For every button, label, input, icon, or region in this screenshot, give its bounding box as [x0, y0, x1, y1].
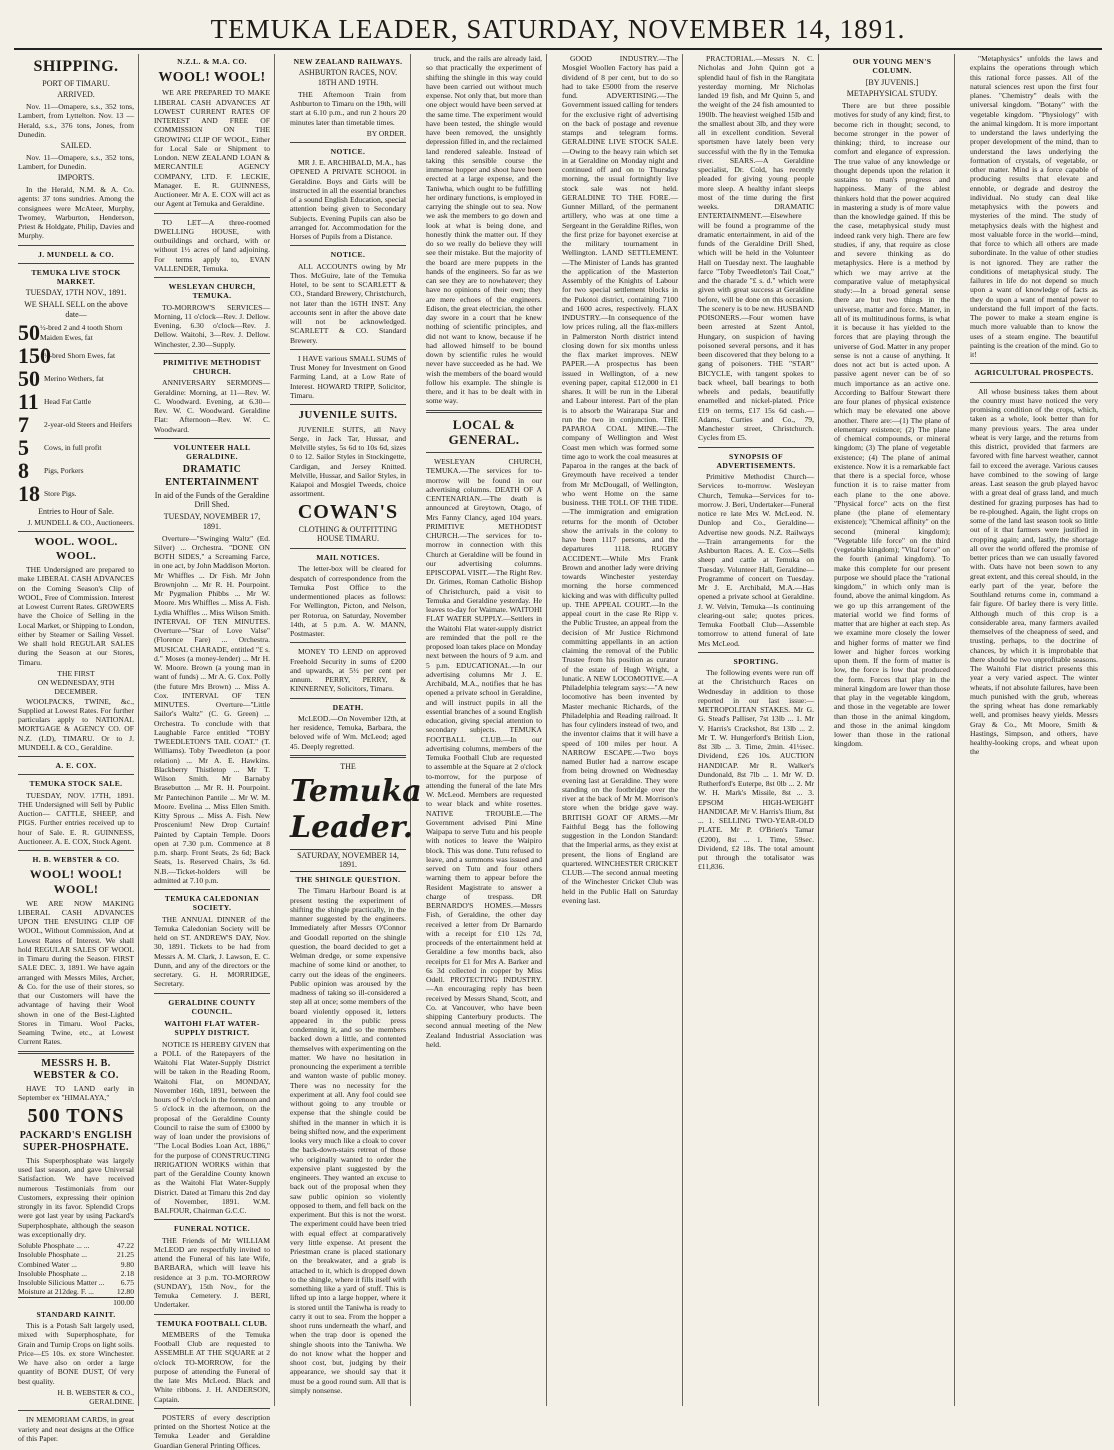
- webster-wool: WOOL! WOOL! WOOL!: [29, 867, 123, 897]
- imports-text: In the Herald, N.M. & A. Co. agents: 37 tons sundries. Among the consignees were McAteer, Murphy, Twomey, Warburton, Henderson, Priest & Holdgate, Philip, Davies and Murphy.: [18, 185, 134, 241]
- analysis-row: Insoluble Phosphate ... 21.25: [18, 1250, 134, 1260]
- title-the: THE: [340, 761, 356, 771]
- shingle-text: The Timaru Harbour Board is at present testing the experiment of shifting the shingle practically, in the manner suggested by the engineers. Immediately after Messrs O'Connor and Goodall reported on the shingle question, the board decided to get a Welman dredge, or some expensive machine of some kind or another, to carry out the ideas of the engineers. Public opinion was aroused by the madness of taking so ill-considered a step all at once; some members of the board violently opposed it, letters appeared in the public press condemning it, and so the members backed down a little, and contented themselves with experimenting on the matter. We have no hesitation in pronouncing the experiment a terrible and wanton waste of public money. There was no necessity for the experiment at all. Any fool could see without going to any trouble or expense that the shingle could be shifted in the manner in which it is being shifted now, and the experiment looks very much like a cloak to cover the back-down-stairs retreat of those who originally wanted to order the expensive plant suggested by the engineers. They wanted an excuse to back out of the proposal when they saw public opinion so violently opposed to them, and fell back on the experiment. But this is not the worst. The experiment could have been tried with equal effect at comparatively very little expense. At present the Priestman crane is placed stationary on the breakwater, and a grab is attached to it, which is dropped down to the shingle, where it fills itself with something like a yard of stuff. This is lifted up into a large hopper, where it is stored until the Taniwha is ready to carry it out to sea. From the hopper a shoot runs underneath the wharf, and when the trap door is opened the shingle shoots into the Taniwha. We do not know what the hopper and shoot cost, but, judging by their appearance, we should say that it must be a good round sum. All that is simply nonsense.: [290, 886, 406, 1395]
- column-7: [830, 54, 955, 1406]
- column-5: [558, 54, 683, 1406]
- column-1: [14, 54, 139, 1443]
- column-3: [286, 54, 422, 1406]
- races-text: THE Afternoon Train from Ashburton to Timaru on the 19th, will start at 6.10 p.m., and run 2 hours 20 minutes later than timetable times.: [290, 89, 406, 127]
- divider: [154, 1219, 270, 1220]
- wesleyan-text: TO-MORROW'S SERVICES— Morning, 11 o'clock—Rev. J. Dellow. Evening, 6.30 o'clock—Rev. J. Dellow. Waitohi, 3—Rev. J. Dellow. Winchester, 2.30—Supply.: [154, 302, 270, 349]
- agricultural-text: All whose business takes them about the country must have noticed the very promising condition of the crops, which, taken as a whole, look better than for many previous years. The area under wheat is very large, and the returns from this district, provided that farmers are favored with fine harvest weather, cannot fail to exceed the average. Various causes have combined to the sowing of large areas. Last season the grub played havoc with a great deal of grass land, and much destined for grazing purposes has had to be re-ploughed. Again, the light crops on some of the land last season took so little out of it that farmers were justified in cropping again; and, lastly, the shortage all over the world offered the promise of better prices than we can usually favored with. Oats have not been sown to any great extent, and this cereal should, in the early part of the year, before the Southland returns come in, command a fair figure. Of barley there is very little. Although much of this crop is a considerable area, many farmers availed themselves of the cheapness of seed, and trusting, perhaps, to the doctrine of chances, by which it is improbable that there should be two unprofitable seasons. The Waitohi Flat district presents this year a very varied aspect. The winter wheats, if not absolute failures, have been much punished with the grub, whereas the spring wheat has done remarkably well, and promises heavy yields. Messrs Gray & Co., Mt Moore, Smith & Hastings, Simpson, and others, have healthy-looking crops, and wheat upon the: [970, 386, 1098, 757]
- column-8: [966, 54, 1102, 1406]
- divider: [290, 349, 406, 350]
- primitive-heading: PRIMITIVE METHODIST CHURCH.: [162, 357, 262, 377]
- first-sale: THE FIRST: [57, 668, 95, 678]
- mundell-heading: J. MUNDELL & CO.: [38, 249, 114, 259]
- death-heading: DEATH.: [332, 702, 364, 712]
- divider: [290, 548, 406, 549]
- mundell-signature: J. MUNDELL & CO., Auctioneers.: [27, 518, 134, 528]
- analysis-table: [18, 1241, 134, 1307]
- juvenile-text: JUVENILE SUITS, all Navy Serge, in Jack Tar, Hussar, and Melville styles, 5s 6d to 10s 6d, sizes 0 to 12. Sailor Styles in Stockingette, Cardigan, and Jersey Knitted. Melville, Hussar, and Sailor Styles, in Kaiapoi and Mosgiel Tweeds, choice assortment.: [290, 424, 406, 499]
- lot-item: 50 ½-bred 2 and 4 tooth Shorn Maiden Ewes, fat: [18, 319, 123, 345]
- council-heading: GERALDINE COUNTY COUNCIL.: [168, 997, 256, 1016]
- column-4: [422, 54, 547, 1406]
- lot-item: 8 Pigs, Porkers: [18, 457, 84, 483]
- imports-label: IMPORTS.: [57, 173, 95, 183]
- agricultural-heading: AGRICULTURAL PROSPECTS.: [974, 368, 1094, 378]
- cox-heading: A. E. COX.: [55, 761, 97, 771]
- local-text: WESLEYAN CHURCH, TEMUKA.—The services for to-morrow will be found in our advertising columns. DEATH OF A CENTENARIAN.—The death is announced at Greytown, Otago, of Mrs Fanny Clancy, aged 104 years. PRIMITIVE METHODIST CHURCH.—The services for to-morrow in connection with this Church at Geraldine will be found in our advertising columns. EPISCOPAL VISIT.—The Right Rev. Dr. Grimes, Roman Catholic Bishop of Christchurch, paid a visit to Temuka and Geraldine yesterday. He leaves to-day for Waimate. WAITOHI FLAT WATER SUPPLY.—Settlers in the Waitohi Flat water-supply district are reminded that the poll re the proposed loan takes place on Monday next between the hours of 9 a.m. and 5 p.m. EDUCATIONAL.—In our advertising columns Mr J. E. Archibald, M.A., notifies that he has opened a private school in Geraldine, and will instruct pupils in all the essential branches of a sound English education, giving special attention to secondary subjects. TEMUKA FOOTBALL CLUB.—In our advertising columns, members of the Temuka Football Club are requested to assemble at the Square at 2 o'clock to-morrow, for the purpose of attending the funeral of the late Mrs W. McLeod. Members are requested to wear black and white rosettes. NATIVE TROUBLE.—The Government advised Pini Mine Waipapa to serve Tutu and his people with notices to leave the Waipiro block. This was done. Tutu refused to leave, and a summons was issued and served on Tutu and four others warning them to appear before the Resident Magistrate to answer a charge of trespass. DR BERNARDO'S HOMES.—Messrs Fish, of Geraldine, the other day received a letter from Dr Barnardo with a receipt for £10 12s 7d, proceeds of the entertainment held at Geraldine a few months back, also receipts for £1 for Mrs A. Barker and 6s 3d collected in copper by Miss Odell. PROTECTING INDUSTRY.—An encouraging reply has been received by Messrs Shand, Scott, and Co. at Vancouver, who have been shipping Canterbury products. The second annual meeting of the New Zealand Industrial Association was held.: [426, 457, 542, 1049]
- funeral-heading: FUNERAL NOTICE.: [173, 1224, 251, 1234]
- divider: [154, 438, 270, 439]
- mail-heading: MAIL NOTICES.: [316, 553, 380, 563]
- sailed-label: SAILED.: [60, 141, 92, 151]
- synopsis-heading: SYNOPSIS OF ADVERTISEMENTS.: [716, 451, 796, 470]
- messrs-text: HAVE TO LAND early in September ex "HIMALAYA,": [18, 1084, 134, 1103]
- packard-text: This Superphosphate was largely used last season, and gave Universal Satisfaction. We have received numerous Testimonials from our Customers, expressing their opinion strongly in its favor. Splendid Crops were got last year by using Packard's Superphosphate, although the season was exceptionally dry.: [18, 1155, 134, 1239]
- divider: [290, 642, 406, 643]
- divider: [290, 755, 406, 758]
- volunteer-heading: VOLUNTEER HALL GERALDINE.: [173, 442, 251, 462]
- lot-item: 50 Merino Wethers, fat: [18, 365, 104, 391]
- divider: [154, 993, 270, 994]
- races-heading: ASHBURTON RACES, NOV. 18TH AND 19TH.: [298, 68, 398, 87]
- paper-date: SATURDAY, NOVEMBER 14, 1891.: [290, 849, 406, 873]
- article-text: There are but three possible motives for study of any kind; first, to become rich in thought; second, to become stronger in the power of thinking; third, to increase our comfort and elegance of expression. The true value of any knowledge or thought depends upon the relation it sustains to man's progress and happiness. Many of the ablest thinkers hold that the power acquired in mastering a study is of more value than the knowledge gained. If this be the case, metaphysical study must indeed rank very high. There are few studies, if any, that require as close and severe thinking as do metaphysics. Here is a method by which we may arrive at the comparative value of metaphysical study:—In a broad general sense there are but two things in the universe, matter and force. Matter, in all of its multitudinous forms, is what it is because it has yielded to the forces that are playing through the universe of God. Matter in any proper sense is not a cause of anything. It does not act but is acted upon. A passive agent never can be of so much importance as an active one. According to Balfour Stewart there are four planes of physical existence which may be elevated one above another. There are:—(1) The plane of elementary existence; (2) The plane of chemical compounds, or mineral kingdom; (3) The plane of vegetable existence; (4) The plane of animal existence. Now it is a remarkable fact that there is a special force, whose function it is to raise matter from each plane to the one above. "Physical force" acts on the first plane (the plane of elementary existence); "Chemical affinity" on the second (mineral kingdom); "Vegetable life force" on the third (vegetable kingdom); "Vital force" on the fourth (animal kingdom). To make this complete for our present purpose we should place the "rational kingdom," in which only man is found, above the animal kingdom. As we go up this arrangement of the material world we find forms of matter that are higher at each step. As we examine more closely the lower and higher forms of matter we find lower and higher forces working upon them. If the form of matter is low, the force is low that produced the form. Forces that play in the mineral kingdom are lower than those that play in the vegetable kingdom, and those in the vegetable are lower than those in the animal kingdom, and those in the animal kingdom lower than those in the rational kingdom.: [834, 101, 950, 749]
- analysis-total: 100.00: [18, 1297, 134, 1307]
- divider: [154, 1408, 270, 1409]
- primitive-text: ANNIVERSARY SERMONS— Geraldine: Morning, at 11—Rev. W. C. Woodward. Evening, at 6.30—Rev. W. C. Woodward. Geraldine Flat: Afternoon—Rev. W. C. Woodward.: [154, 378, 270, 434]
- column-2: [150, 54, 275, 1450]
- lend-text: MONEY TO LEND on approved Freehold Security in sums of £200 and upwards, at 5½ per cent per annum. PERRY, PERRY, & KINNERNEY, Solicitors, Timaru.: [290, 647, 406, 694]
- column-6: [694, 54, 819, 1406]
- divider: [426, 410, 542, 413]
- divider: [154, 213, 270, 214]
- divider: [18, 1051, 134, 1054]
- notice-heading: NOTICE.: [330, 146, 366, 156]
- wool-heading: WOOL! WOOL!: [158, 70, 266, 86]
- shipping-heading: SHIPPING.: [33, 58, 119, 75]
- arrived-label: ARRIVED.: [57, 90, 95, 100]
- shingle-continued: truck, and the rails are already laid, so that practically the experiment of shifting the shingle in this way could have been carried out without much expense. Not only that, but more than one object would have been served at the same time. The experiment would have been tested, the shingle would have been removed, the unsightly depression filled in, and the reclaimed land rendered saleable. Instead of taking this sensible course the immense hopper and shoot have been erected at a large expense, and the Taniwha, which ought to be fulfilling her ordinary functions, is employed in carrying the shingle out to sea. Now we ask the members to go down and look at what is being done, and honestly think the matter out. If they do so we really do believe they will see their mistake. But the majority of the board are mere puppets in the hands of the engineers. So far as we can see they are to nowhatever; they have no opinions of their own; they are mere echoes of the engineers. Edison, the great electrician, the other day swore in a court that he knew nothing of scientific principles, and did not want to know, because if he had allowed himself to be bound down by scientific rules he would never have succeeded as he had. We wish the members of the board would follow his example. The shingle is there, and it has to be dealt with in some way.: [426, 54, 542, 406]
- wool-text: THE Undersigned are prepared to make LIBERAL CASH ADVANCES on the Coming Season's Clip of WOOL, Free of Commission. Interest at Lowest Current Rates. GROWERS have the Choice of Selling in the Local Market, or Shipping to London, either by Steamer or Sailing Vessel. We shall hold REGULAR SALES during the Season at our Stores, Timaru.: [18, 565, 134, 667]
- programme-text: Overture—"Swinging Waltz" (Ed. Silver) ... Orchestra. "DONE ON BOTH SIDES," a Screaming Farce, in one act, by John Maddison Morton. Mr Whiffles ... Dr Fish. Mr John Brownjohn ... Mr R. H. Pourpoint. Mr Pygmalion Phibbs ... Mr W. Moore. Mrs Whiffles ... Miss A. Fish. Lydia Whiffles ... Miss Wilson Smith. INTERVAL OF TEN MINUTES. Overture—"Star of Love Valse" (Florence Fare) ... Orchestra. MUSICAL CHARADE, entitled "£ s. d." Moses (a money-lender) ... Mr H. W. Moore. Brown (a young man in want of funds) ... Mr A. G. Cox. Polly (the future Mrs Brown) ... Miss A. Cox. INTERVAL OF TEN MINUTES. Overture—"Little Sailor's Waltz" (C. G. Green) ... Orchestra. To conclude with that Laughable Farce entitled "TOBY TWEEDLETON'S TAIL COAT." (T. Williams). Toby Tweedleton (a poor relation) ... Mr A. E. Hawkins. Blackberry Thistletop ... Mr T. Wilson Smith. Mr Barnaby Brasebutton ... Mr R. H. Pourpoint. Mr Pantechinon Pantile ... Mr W. M. Moore. Evelina ... Miss Ellen Smith. Kitty Sprous ... Miss A. Fish. New Proscenium! New Drop Curtain! Painted by Captain Temple. Doors open at 7.30 p.m. Commence at 8 p.m. sharp. Front Seats, 2s 6d; Back Seats, 1s. Reserved Chairs, 3s 6d. N.B.—Ticket-holders will be admitted at 7.10 p.m.: [154, 533, 271, 885]
- lot-item: 11 Head Fat Cattle: [18, 388, 92, 414]
- accounts-notice: ALL ACCOUNTS owing by Mr Thos. McGuire, late of the Temuka Hotel, to be sent to SCARLETT & CO., Standard Brewery, Christchurch, not later than the 16TH INST. Any accounts sent in after the above date will not be acknowledged. SCARLETT & CO. Standard Brewery.: [290, 261, 406, 345]
- article-text: "Metaphysics" unfolds the laws and explains the operations through which this rational force passes. All of the natural sciences rest upon the first four planes. "Chemistry" deals with the universal kingdom. "Botany" with the vegetable kingdom. "Physiology" with the animal kingdom. It is more important to understand the laws underlying the proper development of the mind, than to understand the laws underlying the formation of crystals, of vegetable, or other matter. Mind is a force capable of producing results that elevate and ennoble, or degrade and destroy the individual. No study can deal like metaphysics with the powers and mysteries of the mind. The study of metaphysics deals with the highest and most valuable force in the world—mind, that force to which all others are made subordinate. In the value of other studies is not ignored. They are rather the conditions of metaphysical study. The failures in life do not depend so much upon a want of knowledge of facts as they do upon a want of mental power to understand the full import of the facts. The power to make a steam engine is much more valuable than to know the uses of a steam engine. The beautiful painting is the creation of the mind. Go to it!: [970, 54, 1098, 359]
- woolpacks-text: WOOLPACKS, TWINE, &c., Supplied at Lowest Rates. For further particulars apply to NATIONAL MORTGAGE & AGENCY CO. OF N.Z. (LD), TIMARU. Or to J. MUNDELL & CO., Geraldine.: [18, 696, 134, 752]
- lot-item: 150 ½-bred Shorn Ewes, fat: [18, 342, 116, 368]
- to-let-text: TO LET—A three-roomed DWELLING HOUSE, with outbuildings and orchard, with or without 1½ acres of land adjoining. For terms apply to, EVAN VALLENDER, Temuka.: [154, 217, 270, 273]
- divider: [698, 652, 814, 653]
- divider: [18, 1410, 134, 1411]
- football-text: MEMBERS of the Temuka Football Club are requested to ASSEMBLE AT THE SQUARE at 2 o'clock TO-MORROW, for the purpose of attending the Funeral of the late Mrs McLeod. Black and White ribbons. J. H. ANDERSON, Captain.: [154, 1329, 270, 1404]
- port-heading: PORT OF TIMARU.: [42, 78, 110, 88]
- juvenile-heading: JUVENILE SUITS.: [298, 409, 398, 422]
- lot-item: 5 Cows, in full profit: [18, 434, 102, 460]
- divider: [154, 277, 270, 278]
- divider: [154, 889, 270, 890]
- mail-text: The letter-box will be cleared for despatch of correspondence from the Temuka Post Office to the undermentioned places as follows: For Wellington, Picton, and Nelson, per Rotorua, on Saturday, November 14th, at 5 p.m. A. W. MANN, Postmaster.: [290, 564, 406, 639]
- dramatic-date: TUESDAY, NOVEMBER 17, 1891.: [163, 512, 261, 531]
- divider: [970, 363, 1098, 364]
- entries-line: Entries to Hour of Sale.: [38, 506, 114, 516]
- divider: [18, 850, 134, 851]
- sporting-text: The following events were run off at the Christchurch Races on Wednesday in addition to those reported in our last issue:— METROPOLITAN STAKES. Mr G. G. Stead's Palliser, 7st 13lb ... 1. Mr V. Harris's Crackshot, 8st 13lb ... 2. Mr T. W. Hungerford's British Lion, 8st 3lb ... 3. Time, 2min. 41½sec. Dividend, £26 10s. AUCTION HANDICAP. Mr R. Walker's Dundonald, 8st 7lb ... 1. Mr W. D. Rutherford's Euterpe, 8st 0lb ... 2. Mr W. H. Mark's Missile, 8st ... 3. EPSOM HIGH-WEIGHT HANDICAP. Mr V. Harris's Ilium, 8st ... 1. SELLING TWO-YEAR-OLD PLATE. Mr P. O'Brien's Tamar (£200), 8st ... 1. Time, 59sec. Dividend, £2 18s. The total amount put through the totalisator was £11,836.: [698, 668, 814, 872]
- divider: [290, 245, 406, 246]
- section-subheading: METAPHYSICAL STUDY.: [846, 89, 938, 99]
- analysis-row: Moisture at 212deg. F. ... 12.80: [18, 1287, 134, 1297]
- dramatic-sub: In aid of the Funds of the Geraldine Drill Shed.: [154, 490, 270, 510]
- wool-heading: WOOL. WOOL. WOOL.: [34, 536, 118, 562]
- newspaper-page: [14, 10, 1102, 1450]
- masthead: TEMUKA LEADER, SATURDAY, NOVEMBER 14, 1891.: [14, 10, 1102, 50]
- market-date: TUESDAY, 17TH NOV., 1891.: [25, 288, 127, 298]
- analysis-row: Insoluble Silicious Matter ... 6.75: [18, 1278, 134, 1288]
- divider: [18, 531, 134, 532]
- sailed-text: Nov. 11—Omapere, s.s., 352 tons, Lambert, for Dunedin.: [18, 152, 134, 172]
- memoriam-text: IN MEMORIAM CARDS, in great variety and neat designs at the Office of this Paper.: [18, 1415, 134, 1443]
- school-notice: MR J. E. ARCHIBALD, M.A., has OPENED A PRIVATE SCHOOL in Geraldine. Boys and Girls will be instructed in all the essential branches of a sound English Education, special attention being given to Secondary Subjects. Evening Pupils can also be arranged for. Accommodation for the Horses of Pupils from a Distance.: [290, 158, 406, 242]
- caledonian-heading: TEMUKA CALEDONIAN SOCIETY.: [164, 894, 260, 913]
- synopsis-text: Primitive Methodist Church—Services to-morrow. Wesleyan Church, Temuka—Services for to-morrow. J. Beri, Undertaker—Funeral notice re late Mrs W. McLeod. N. Dunlop and Co., Geraldine—Advertise new goods. N.Z. Railways—Train arrangements for the Ashburton Races. A. E. Cox—Sells sheep and cattle at Temuka on Tuesday. Volunteer Hall, Geraldine—Programme of concert on Tuesday. Mr J. E. Archibald, M.A.—Has opened a private school at Geraldine. J. W. Velvin, Temuka—Is continuing clearing-out sale; quotes prices. Temuka Football Club—Assemble tomorrow to attend funeral of late Mrs McLeod.: [698, 472, 814, 648]
- posters-text: POSTERS of every description printed on the Shortest Notice at the Temuka Leader and Geraldine Guardian General Printing Offices.: [154, 1412, 270, 1450]
- analysis-row: Combined Water ... 9.80: [18, 1259, 134, 1269]
- news-text: GOOD INDUSTRY.—The Mosgiel Woollen Factory has paid a dividend of 8 per cent, but to do so had to take £5000 from the reserve fund. ADVERTISING.—The Government issued calling for tenders for the exclusive right of advertising on the back of postage and revenue stamps and telegram forms. GERALDINE LIVE STOCK SALE.—Owing to the heavy rain which set in at Geraldine on Monday night and continued off and on to Thursday morning, the usual fortnightly live stock sale was not held. GERALDINE TO THE FORE.—Gunner Millard, of the permanent artillery, who was at one time a Sergeant in the Geraldine Rifles, won the first prize for bayonet exercise at the military tournament in Wellington. LAND SETTLEMENT.—The Minister of Lands has granted the application of the Masterton Assembly of the Knights of Labour for two special settlement blocks in the Pukotoi district, containing 7100 and 1600 acres, respectively. FLAX INDUSTRY.—In consequence of the low prices ruling, all the flax-millers in Palmerston North district intend closing down for six months unless the flax market improves. NEW PAPER.—A prospectus has been issued in Wellington, of a new evening paper, capital £12,000 in £1 shares. It will be run in the Liberal and Labour interest. Part of the plan is to absorb the Wairarapa Star and run the two in conjunction. THE PAPAROA COAL MINE.—The company of Wellington and West Coast men which was formed some time ago to work the coal measures at Paparoa in the ranges at the back of Greymouth have received a tender from Mr McDougall, of Wellington, who went Home on the same business. THE TOLL OF THE TIDE.—The immigration and emigration returns for the month of October show the arrivals in the colony to have been 1117 persons, and the departures 1118. RUGBY ACCIDENT.—While Mrs Frank Brown and another lady were driving towards Winchester yesterday morning the horse commenced kicking and was with difficulty pulled up. THE APPEAL COURT.—In the appeal court in the case Re Ripp v. the Public Trustee, an appeal from the decision of Mr Justice Richmond committing appellants in an action claiming the removal of the Public Trustee from his position as curator of the estate of Hugh Wright, a lunatic. A NEW LOCOMOTIVE.—A Philadelphia telegram says:—"A new locomotive has been invented by Master mechanic Richards, of the Philadelphia and Reading railroad. It has four cylinders instead of two, and the inventor claims that it will have a speed of 100 miles per hour. A NARROW ESCAPE.—Two boys named Butler had a narrow escape from being drowned on Wednesday evening last at Geraldine. They were standing on the footbridge over the river at the back of Mr M. Morrison's store when the bridge gave way. BRITISH GOAT OF ARMS.—Mr Faithful Begg has the following suggestion in the London Standard: that the Imperial arms, as they exist at present, the lions of England are quartered. WINCHESTER CRICKET CLUB.—The second annual meeting of the Winchester Cricket Club was held in the Public Hall on Saturday evening last.: [562, 54, 678, 905]
- notice-heading: NOTICE.: [330, 250, 366, 260]
- divider: [290, 142, 406, 143]
- railways-heading: NEW ZEALAND RAILWAYS.: [293, 57, 403, 66]
- divider: [154, 353, 270, 354]
- wesleyan-heading: WESLEYAN CHURCH, TEMUKA.: [168, 282, 256, 301]
- divider: [970, 382, 1098, 383]
- divider: [154, 1314, 270, 1315]
- cox-text: TUESDAY, NOV. 17TH, 1891. THE Undersigned will Sell by Public Auction— CATTLE, SHEEP, and PIGS. Further entries received up to hour of Sale. E. R. GUINNESS, Auctioneer. A. E. COX, Stock Agent.: [18, 790, 134, 846]
- shingle-heading: THE SHINGLE QUESTION.: [295, 875, 401, 885]
- by-order: BY ORDER.: [366, 128, 406, 138]
- divider: [290, 404, 406, 405]
- divider: [18, 263, 134, 264]
- divider: [290, 698, 406, 699]
- divider: [698, 447, 814, 448]
- cowan-sub: CLOTHING & OUTFITTING HOUSE TIMARU.: [298, 524, 398, 544]
- lot-item: 18 Store Pigs.: [18, 480, 77, 506]
- columns: [14, 54, 1102, 1450]
- caledonian-text: THE ANNUAL DINNER of the Temuka Caledonian Society will be held on ST. ANDREW'S DAY, Nov. 30, 1891. Tickets to be had from Messrs A. M. Clark, J. Lawson, E. C. Dunn, and any of the directors or the secretary. G. H. MORRIDGE, Secretary.: [154, 914, 270, 989]
- death-text: McLEOD.—On November 12th, at her residence, Temuka, Barbara, the beloved wife of Wm. McLeod; aged 45. Deeply regretted.: [290, 713, 406, 751]
- divider: [18, 774, 134, 775]
- football-heading: TEMUKA FOOTBALL CLUB.: [156, 1318, 268, 1328]
- first-sale-date: ON WEDNESDAY, 9TH DECEMBER.: [37, 678, 115, 697]
- divider: [426, 452, 542, 453]
- webster-signature: H. B. WEBSTER & CO., GERALDINE.: [57, 1387, 134, 1407]
- webster-heading: H. B. WEBSTER & CO.: [32, 855, 120, 865]
- paper-title: Temuka Leader.: [290, 773, 422, 846]
- local-heading: LOCAL & GENERAL.: [448, 416, 520, 448]
- analysis-row: Insoluble Phosphate ... 2.18: [18, 1268, 134, 1278]
- lot-item: 7 2-year-old Steers and Heifers: [18, 411, 132, 437]
- young-mens-heading: OUR YOUNG MEN'S COLUMN.: [852, 57, 932, 76]
- news-text: PRACTORIAL.—Messrs N. C. Nicholas and John Quinn got a splendid haul of fish in the Rangitata yesterday morning. Mr Nicholas landed 19 fish, and Mr Quinn 5, and the weight of the 24 fish amounted to 190lb. The heaviest weighed 15lb and the smallest about 3lb, and they were all in excellent condition. Several sportsmen have lately been very successful with the fly in the Temuka river. SEARS.—A Geraldine specialist, Dr. Cold, has recently pleaded for giving young people more sleep. A healthy infant sleeps most of the time during the first weeks. DRAMATIC ENTERTAINMENT.—Elsewhere will be found a programme of the dramatic entertainment, in aid of the funds of the Geraldine Drill Shed, which will be held in the Volunteer Hall on Tuesday next. The laughable farce "Toby Tweedleton's Tail Coat," and the charade "£ s. d." which were given with great success at Geraldine before, will be done on this occasion. The scenery is to be new. HUSBAND POISONERS.—Four women have been arrested at Szent Antol, Hungary, on suspicion of having poisoned several persons, and it has been discovered that they belong to a gang of poisoners. THE "STAR" BICYCLE, with tangent spokes to back wheel, ball bearings to both wheels and pedals, beautifully enamelled and nickel-plated. Price £19 on terms, £17 15s 6d cash.—Adams, Curties and Co., 79, Manchester street, Christchurch. Cycles from £5.: [698, 54, 814, 443]
- trust-money-text: I HAVE various SMALL SUMS of Trust Money for Investment on Good Farming Land, at a Low Rate of Interest. HOWARD TRIPP, Solicitor, Timaru.: [290, 353, 406, 400]
- dramatic-heading: DRAMATIC ENTERTAINMENT: [165, 464, 259, 488]
- analysis-row: Soluble Phosphate ... ... 47.22: [18, 1241, 134, 1251]
- arrived-text: Nov. 11—Omapere, s.s., 352 tons, Lambert, from Lyttelton. Nov. 13 — Herald, s.s., 376 tons, Jones, from Dunedin.: [18, 102, 134, 139]
- webster-text: WE ARE NOW MAKING LIBERAL CASH ADVANCES UPON THE ENSUING CLIP OF WOOL, Without Commission, And at Lowest Rates of Interest. We shall hold REGULAR SALES OF WOOL in Timaru during the Season. FIRST SALE DEC. 3, 1891. We have again arranged with Messrs Miles, Archer, & Co. for the use of their stores, so that our Customers will have the advantage of having their Wool shown in one of the Best-Lighted Stores in Timaru. Wool Packs, Seaming Twine, etc., at Lowest Current Rates.: [18, 898, 134, 1047]
- tons-heading: 500 TONS: [27, 1104, 125, 1127]
- funeral-text: THE Friends of Mr WILLIAM McLEOD are respectfully invited to attend the Funeral of his late Wife, BARBARA, which will leave his residence at 3 p.m. TO-MORROW (SUNDAY), 15th Nov., for the Temuka Cemetery. J. BERI, Undertaker.: [154, 1235, 270, 1310]
- standard-heading: STANDARD KAINIT.: [36, 1309, 116, 1319]
- nzl-text: WE ARE PREPARED TO MAKE LIBERAL CASH ADVANCES AT LOWEST CURRENT RATES OF INTEREST AND FREE OF COMMISSION ON THE GROWING CLIP OF WOOL, Either for Local Sale or Shipment to London. NEW ZEALAND LOAN & MERCANTILE AGENCY COMPANY, LTD. F. LECKIE, Manager. E. R. GUINNESS, Auctioneer. Mr A. E. COX will act as our Agent at Temuka and Geraldine.: [154, 88, 270, 209]
- sporting-heading: SPORTING.: [733, 656, 779, 666]
- messrs-heading: MESSRS H. B. WEBSTER & CO.: [33, 1057, 119, 1081]
- nzl-heading: N.Z.L. & M.A. CO.: [177, 57, 247, 66]
- cox-sale-heading: TEMUKA STOCK SALE.: [29, 779, 123, 789]
- byline: [BY JUVENIS.]: [865, 77, 919, 87]
- standard-text: This is a Potash Salt largely used, mixed with Superphosphate, for Grain and Turnip Crops on light soils. Price—£5 10s. ex store Winchester. We have also on order a large quantity of BONE DUST, Of very best quality.: [18, 1321, 134, 1386]
- divider: [18, 245, 134, 246]
- cowan-heading: COWAN'S: [297, 500, 399, 523]
- sell-line: WE SHALL SELL on the above date—: [24, 300, 128, 319]
- divider: [18, 756, 134, 757]
- waitohi-heading: WAITOHI FLAT WATER-SUPPLY DISTRICT.: [164, 1019, 260, 1038]
- packard-heading: PACKARD'S ENGLISH SUPER-PHOSPHATE.: [19, 1129, 133, 1153]
- market-heading: TEMUKA LIVE STOCK MARKET.: [31, 267, 121, 287]
- waitohi-text: NOTICE IS HEREBY GIVEN that a POLL of the Ratepayers of the Waitohi Flat Water-Supply District will be taken in the Reading Room, Waitohi Flat, on MONDAY, November 16th, 1891, between the hours of 9 o'clock in the forenoon and 5 o'clock in the afternoon, on the proposal of the Geraldine County Council to raise the sum of £3000 by way of loan under the provisions of "The Local Bodies Loan Act, 1886," for the purpose of CONSTRUCTING IRRIGATION WORKS within that part of the Geraldine County known as the Waitohi Flat Water-Supply District. Dated at Timaru this 2nd day of November, 1891. W.M. BALFOUR, Chairman G.C.C.: [154, 1039, 270, 1216]
